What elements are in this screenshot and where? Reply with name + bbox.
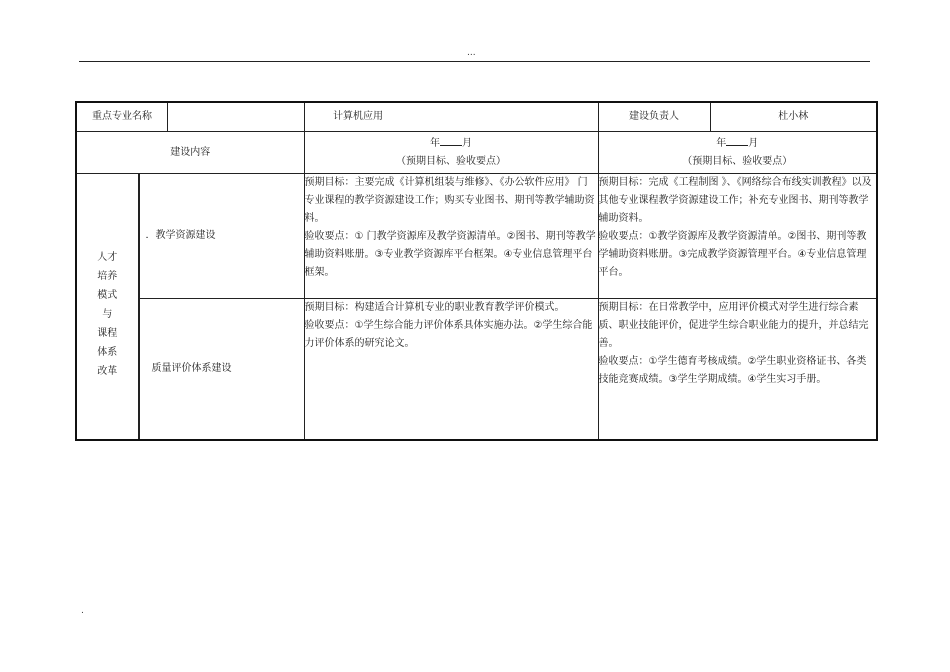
period-two-header: 年 月 （预期目标、验收要点） bbox=[598, 132, 877, 174]
row2-period-two: 预期目标：在日常教学中，应用评价模式对学生进行综合素质、职业技能评价，促进学生综合职业能力的提升，并总结完善。 验收要点：①学生德育考核成绩。②学生职业资格证书、各类技能竞赛成绩。③学生学期成绩。④学生实习手册。 bbox=[598, 298, 877, 440]
item-label: ．教学资源建设 bbox=[139, 174, 304, 299]
row2-period-one: 预期目标：构建适合计算机专业的职业教育教学评价模式。 验收要点：①学生综合能力评价体系具体实施办法。②学生综合能力评价体系的研究论文。 bbox=[304, 298, 598, 440]
item-label: 质量评价体系建设 bbox=[139, 298, 304, 440]
period-one-header: 年 月 （预期目标、验收要点） bbox=[304, 132, 598, 174]
major-name-label: 重点专业名称 bbox=[77, 103, 168, 131]
major-name-value: 计算机应用 bbox=[333, 111, 383, 122]
leader-name-label: 建设负责人 bbox=[599, 103, 711, 131]
header-rule bbox=[79, 61, 870, 62]
header-mark: ... bbox=[467, 48, 476, 58]
leader-name-value: 杜小林 bbox=[778, 111, 809, 122]
info-row bbox=[76, 102, 877, 132]
row1-period-one: 预期目标：主要完成《计算机组装与维修》、《办公软件应用》 门专业课程的教学资源建设工作；购买专业图书、期刊等教学辅助资料。 验收要点：① 门教学资源库及教学资源清单。②图书、期刊等教学辅助资料账册。③专业教学资源库平台框架。④专业信息管理平台框架。 bbox=[304, 174, 598, 299]
table-row bbox=[76, 174, 877, 299]
table-row bbox=[76, 298, 877, 440]
footer-mark: . bbox=[81, 606, 84, 616]
construction-plan-grid bbox=[75, 101, 878, 441]
row1-period-two: 预期目标：完成《工程制图 》、《网络综合布线实训教程》以及其他专业课程教学资源建设工作；补充专业图书、期刊等教学辅助资料。 验收要点：①教学资源库及教学资源清单。②图书、期刊等教学辅助资料账册。③完成教学资源管理平台。④专业信息管理平台。 bbox=[598, 174, 877, 299]
content-label: 建设内容 bbox=[76, 132, 304, 174]
period-header-row bbox=[76, 132, 877, 174]
category-label: 人才 培养 模式 与 课程 体系 改革 bbox=[77, 174, 139, 439]
